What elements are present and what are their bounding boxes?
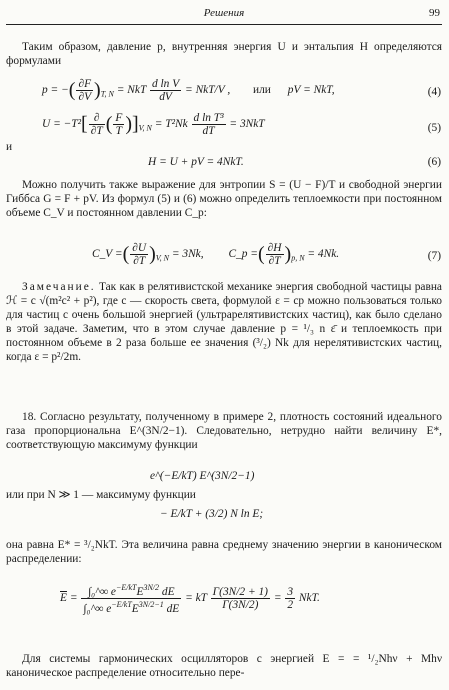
- mean-energy-formula: $\overline{E}$ = $\frac{\int_0\^{}\infty e^{-E/kT}E^{3N/2} dE}{\int_0\^{}\infty e^{-E/kT}E^{3N/2-1} dE}$ = kT $\frac{\Gamma(3N/2 + 1)}{\Gamma(3N/2)}$ = $\frac{3}{2}$ NkT.: [60, 583, 320, 615]
- equation-6-number: (6): [427, 156, 441, 168]
- equation-7: C_V =( $\frac{\partial U}{\partial T}$ )$_{V, N} = 3Nk$, C_p =( $\frac{\partial H}{\partial T}$ )$_{p, N} = 4Nk$.: [92, 242, 340, 267]
- paragraph-or-large-n: или при N ≫ 1 — максимуму функции: [6, 489, 196, 501]
- equation-4: p = −( $\frac{\partial F}{\partial V}$ )$_{T, N}$ = NkT $\frac{\text{d ln V}}{dV}$ = NkT/V , или pV = NkT,: [42, 78, 335, 103]
- equation-5: U = −T²[ $\frac{\partial}{\partial T}$ ( $\frac{F}{T}$ )]$_{V, N} = T^2Nk$ $\frac{\text{d ln T³}}{dT}$ = 3NkT: [42, 112, 265, 137]
- function-formula-b: − E/kT + (3/2) N ln E;: [160, 508, 264, 520]
- remark-paragraph: [6, 280, 442, 364]
- paragraph-intro: Таким образом, давление p, внутренняя энергия U и энтальпия H определяются формулами: [6, 41, 442, 67]
- page-number: 99: [429, 7, 440, 19]
- equation-5-number: (5): [427, 122, 441, 134]
- conjunction-and: и: [6, 141, 13, 153]
- equation-6: H = U + pV = 4NkT.: [148, 156, 244, 168]
- equation-4-number: (4): [427, 86, 441, 98]
- paragraph-entropy: Можно получить также выражение для энтропии S = (U − F)/T и свободной энергии Гиббса G = F + pV. Из формул (5) и (6) можно определить теплоемкости при постоянном объеме C_V и постоянном давлении C_p:: [6, 179, 442, 219]
- remark-text: Так как в релятивистской механике энергия свободной частицы равна ℋ = c √(m²c² + p²), где c — скорость света, формулой ε = cp можно пользоваться только для частиц с очень большой энергией (ультрарелятивистских частиц), как было сделано в этой задаче. Заметим, что в этом случае давление p = ¹/₃ n ε̄ и теплоемкость при постоянном объеме в 2 раза больше ее значения (³/₂) Nk для нерелятивистских частиц, когда ε = p²/2m.: [6, 281, 442, 363]
- function-formula-a: e^(−E/kT) E^(3N/2−1): [150, 470, 255, 482]
- running-title: Решения: [203, 7, 245, 19]
- paragraph-mean-energy: она равна E* = ³/₂NkT. Эта величина равна среднему значению энергии в каноническом распределении:: [6, 539, 442, 565]
- paragraph-oscillators: Для системы гармонических осцилляторов с энергией E = = ¹/₂Nhν + Mhν каноническое распределение относительно пере-: [6, 653, 442, 679]
- remark-label: Замечание.: [22, 281, 96, 293]
- equation-7-number: (7): [427, 250, 441, 262]
- page-header: [6, 6, 442, 25]
- problem-18-paragraph: 18. Согласно результату, полученному в примере 2, плотность состояний идеального газа пропорциональна E^(3N/2−1). Следовательно, нетрудно найти величину E*, соответствующую максимуму функции: [6, 411, 442, 451]
